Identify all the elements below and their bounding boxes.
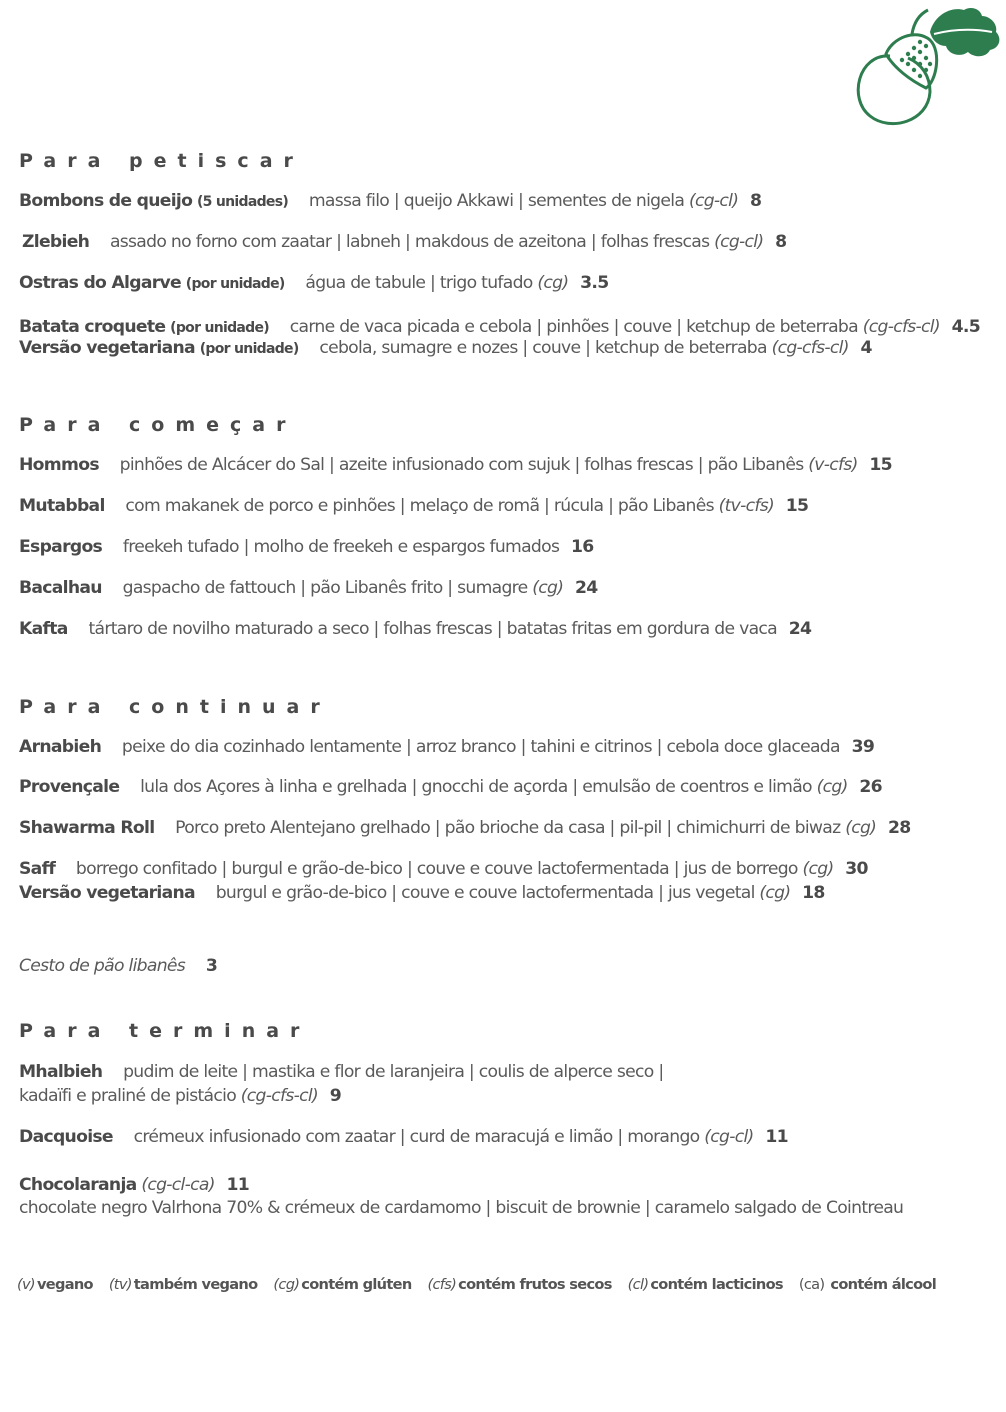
acorn-oak-leaf-icon bbox=[850, 4, 1004, 128]
item-name: Saff bbox=[19, 859, 56, 879]
legend-item-frutos-secos bbox=[427, 1276, 611, 1293]
legend-item-vegano bbox=[17, 1276, 93, 1293]
section-title-petiscar: Para petiscar bbox=[19, 150, 304, 172]
item-price: 3 bbox=[205, 956, 218, 976]
item-allergens: (v-cfs) bbox=[808, 455, 858, 475]
item-price: 24 bbox=[788, 619, 812, 639]
item-allergens: (cg-cl-ca) bbox=[141, 1175, 215, 1195]
item-name: Chocolaranja bbox=[19, 1175, 137, 1195]
menu-item-bombons bbox=[19, 191, 761, 211]
item-price: 9 bbox=[329, 1086, 341, 1106]
item-price: 39 bbox=[851, 737, 875, 757]
item-name: Mutabbal bbox=[19, 496, 105, 516]
legend-item-tambem-vegano bbox=[109, 1276, 258, 1293]
menu-item-kafta bbox=[19, 619, 811, 639]
legend-item-gluten bbox=[273, 1276, 411, 1293]
menu-item-chocolaranja bbox=[19, 1175, 249, 1195]
legend-label: contém álcool bbox=[830, 1276, 937, 1293]
item-description: borrego confitado | burgul e grão-de-bico | couve e couve lactofermentada | jus de borrego bbox=[75, 859, 798, 879]
legend-item-alcool bbox=[799, 1276, 936, 1293]
item-description: peixe do dia cozinhado lentamente | arroz branco | tahini e citrinos | cebola doce glaceada bbox=[121, 737, 840, 757]
item-description: lula dos Açores à linha e grelhada | gnocchi de açorda | emulsão de coentros e limão bbox=[140, 777, 812, 797]
legend-code: (v) bbox=[17, 1276, 35, 1293]
item-name: Hommos bbox=[19, 455, 99, 475]
item-description: pudim de leite | mastika e flor de laranjeira | coulis de alperce seco | bbox=[123, 1062, 664, 1082]
menu-item-arnabieh bbox=[19, 737, 874, 757]
item-allergens: (cg) bbox=[816, 777, 848, 797]
menu-item-dacquoise bbox=[19, 1127, 788, 1147]
legend-code: (cfs) bbox=[427, 1276, 457, 1293]
item-allergens: (tv-cfs) bbox=[718, 496, 775, 516]
legend-label: também vegano bbox=[133, 1276, 258, 1293]
menu-item-zlebieh bbox=[22, 232, 786, 252]
menu-item-saff bbox=[19, 859, 868, 879]
item-allergens: (cg) bbox=[532, 578, 564, 598]
allergen-legend bbox=[17, 1276, 948, 1293]
legend-item-lacticinos bbox=[628, 1276, 783, 1293]
item-name: Espargos bbox=[19, 537, 103, 557]
item-description: carne de vaca picada e cebola | pinhões | couve | ketchup de beterraba bbox=[289, 317, 858, 337]
menu-item-chocolaranja-description: chocolate negro Valrhona 70% & crémeux de cardamomo | biscuit de brownie | caramelo salgado de Cointreau bbox=[19, 1198, 904, 1218]
legend-code: (cl) bbox=[627, 1276, 649, 1293]
item-description: com makanek de porco e pinhões | melaço de romã | rúcula | pão Libanês bbox=[125, 496, 714, 516]
item-name: Arnabieh bbox=[19, 737, 102, 757]
item-price: 30 bbox=[845, 859, 868, 879]
item-price: 18 bbox=[802, 883, 825, 903]
item-note: (por unidade) bbox=[199, 341, 299, 357]
item-description: tártaro de novilho maturado a seco | folhas frescas | batatas fritas em gordura de vaca bbox=[88, 619, 777, 639]
menu-item-mutabbal bbox=[19, 496, 808, 516]
item-name: Bombons de queijo bbox=[19, 191, 193, 211]
menu-item-batata-vegetariana bbox=[19, 338, 872, 358]
menu-item-bacalhau bbox=[19, 578, 598, 598]
item-description: assado no forno com zaatar | labneh | makdous de azeitona | folhas frescas bbox=[109, 232, 710, 252]
item-allergens: (cg) bbox=[537, 273, 569, 293]
item-name: Bacalhau bbox=[19, 578, 102, 598]
item-price: 15 bbox=[869, 455, 892, 475]
item-note: (por unidade) bbox=[170, 320, 269, 336]
item-description: água de tabule | trigo tufado bbox=[305, 273, 533, 293]
item-price: 11 bbox=[765, 1127, 788, 1147]
item-price: 16 bbox=[570, 537, 594, 557]
item-description: freekeh tufado | molho de freekeh e espargos fumados bbox=[122, 537, 560, 557]
legend-label: contém glúten bbox=[301, 1276, 412, 1293]
item-allergens: (cg-cl) bbox=[688, 191, 739, 211]
item-allergens: (cg) bbox=[802, 859, 834, 879]
item-name: Dacquoise bbox=[19, 1127, 113, 1147]
item-description: crémeux infusionado com zaatar | curd de maracujá e limão | morango bbox=[133, 1127, 700, 1147]
menu-item-shawarma-roll bbox=[19, 818, 910, 838]
legend-label: vegano bbox=[36, 1276, 93, 1293]
menu-item-ostras bbox=[19, 273, 608, 293]
item-price: 11 bbox=[226, 1175, 249, 1195]
item-allergens: (cg-cl) bbox=[714, 232, 764, 252]
item-name: Mhalbieh bbox=[19, 1062, 103, 1082]
item-price: 8 bbox=[775, 232, 787, 252]
menu-item-mhalbieh bbox=[19, 1062, 663, 1082]
item-name: Batata croquete bbox=[19, 317, 166, 337]
item-price: 3.5 bbox=[580, 273, 609, 293]
item-name: Cesto de pão libanês bbox=[19, 956, 186, 976]
menu-item-hommos bbox=[19, 455, 892, 475]
item-description: gaspacho de fattouch | pão Libanês frito | sumagre bbox=[122, 578, 528, 598]
item-note: (5 unidades) bbox=[196, 194, 289, 210]
item-name: Versão vegetariana bbox=[19, 883, 195, 903]
legend-label: contém frutos secos bbox=[458, 1276, 612, 1293]
item-allergens: (cg) bbox=[759, 883, 791, 903]
item-name: Kafta bbox=[19, 619, 68, 639]
item-description: massa filo | queijo Akkawi | sementes de nigela bbox=[308, 191, 685, 211]
menu-item-mhalbieh-cont bbox=[19, 1086, 341, 1106]
item-name: Shawarma Roll bbox=[19, 818, 155, 838]
section-title-terminar: Para terminar bbox=[19, 1020, 311, 1042]
menu-item-batata bbox=[19, 317, 980, 337]
menu-item-saff-vegetariana bbox=[19, 883, 825, 903]
item-allergens: (cg) bbox=[845, 818, 877, 838]
menu-item-provencale bbox=[19, 777, 882, 797]
item-allergens: (cg-cfs-cl) bbox=[240, 1086, 318, 1106]
menu-item-cesto-pao bbox=[19, 956, 217, 976]
item-price: 8 bbox=[750, 191, 762, 211]
item-price: 15 bbox=[785, 496, 809, 516]
section-title-comecar: Para começar bbox=[19, 414, 297, 436]
item-description: Porco preto Alentejano grelhado | pão brioche da casa | pil-pil | chimichurri de biwaz bbox=[175, 818, 841, 838]
item-price: 24 bbox=[575, 578, 598, 598]
item-allergens: (cg-cfs-cl) bbox=[862, 317, 940, 337]
item-name: Provençale bbox=[19, 777, 120, 797]
item-description: kadaïfi e praliné de pistácio bbox=[19, 1086, 237, 1106]
item-price: 4.5 bbox=[951, 317, 981, 337]
item-name: Zlebieh bbox=[22, 232, 90, 252]
item-allergens: (cg-cl) bbox=[704, 1127, 754, 1147]
legend-code: (cg) bbox=[273, 1276, 300, 1293]
item-note: (por unidade) bbox=[185, 276, 285, 292]
item-price: 4 bbox=[860, 338, 872, 358]
item-description: cebola, sumagre e nozes | couve | ketchup de beterraba bbox=[319, 338, 767, 358]
item-allergens: (cg-cfs-cl) bbox=[771, 338, 849, 358]
legend-label: contém lacticinos bbox=[650, 1276, 783, 1293]
section-title-continuar: Para continuar bbox=[19, 696, 331, 718]
menu-item-espargos bbox=[19, 537, 594, 557]
item-name: Ostras do Algarve bbox=[19, 273, 181, 293]
item-price: 28 bbox=[887, 818, 911, 838]
item-description: burgul e grão-de-bico | couve e couve lactofermentada | jus vegetal bbox=[215, 883, 755, 903]
legend-code: (ca) bbox=[798, 1276, 825, 1293]
legend-code: (tv) bbox=[108, 1276, 132, 1293]
item-name: Versão vegetariana bbox=[19, 338, 195, 358]
item-price: 26 bbox=[859, 777, 882, 797]
item-description: pinhões de Alcácer do Sal | azeite infusionado com sujuk | folhas frescas | pão Libanês bbox=[119, 455, 804, 475]
